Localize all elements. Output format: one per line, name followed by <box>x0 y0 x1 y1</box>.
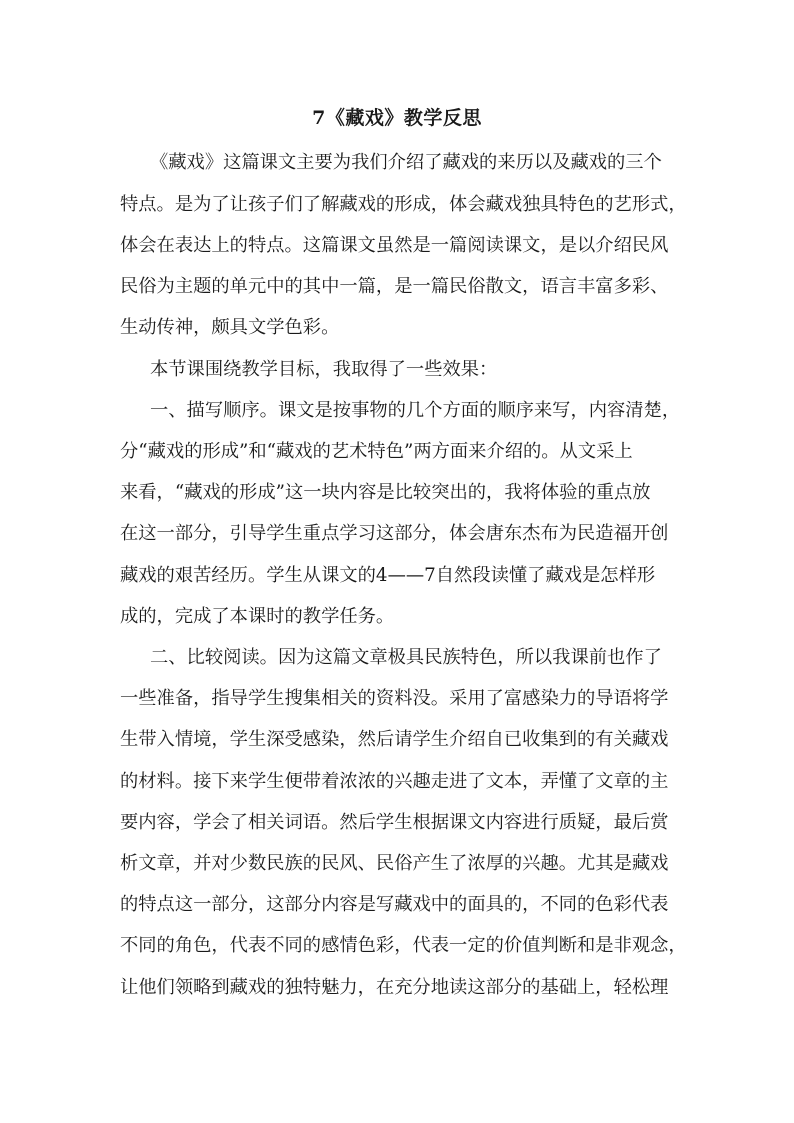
text-line: 在这一部分，引导学生重点学习这部分，体会唐东杰布为民造福开创 <box>120 523 669 544</box>
text-line: 让他们领略到藏戏的独特魅力，在充分地读这部分的基础上，轻松理 <box>120 977 669 998</box>
text-line: 的特点这一部分，这部分内容是写藏戏中的面具的，不同的色彩代表 <box>120 894 669 915</box>
text-line: 生带入情境，学生深受感染，然后请学生介绍自已收集到的有关藏戏 <box>120 729 669 750</box>
text-line: 藏戏的艰苦经历。学生从课文的4——7自然段读懂了藏戏是怎样形 <box>120 565 656 586</box>
text-line: 生动传神，颇具文学色彩。 <box>120 317 340 338</box>
text-line: 《藏戏》这篇课文主要为我们介绍了藏戏的来历以及藏戏的三个 <box>150 152 662 173</box>
text-line: 要内容，学会了相关词语。然后学生根据课文内容进行质疑，最后赏 <box>120 812 669 833</box>
text-line: 一、描写顺序。课文是按事物的几个方面的顺序来写，内容清楚， <box>150 400 681 421</box>
text-line: 的材料。接下来学生便带着浓浓的兴趣走进了文本，弄懂了文章的主 <box>120 771 669 792</box>
text-line: 来看，“藏戏的形成”这一块内容是比较突出的，我将体验的重点放 <box>120 482 651 503</box>
document-title: 7《藏戏》教学反思 <box>312 107 482 129</box>
text-line: 一些准备，指导学生搜集相关的资料没。采用了富感染力的导语将学 <box>120 688 669 709</box>
text-line: 不同的角色，代表不同的感情色彩，代表一定的价值判断和是非观念， <box>120 935 687 956</box>
text-line: 体会在表达上的特点。这篇课文虽然是一篇阅读课文，是以介绍民风 <box>120 235 669 256</box>
text-line: 本节课围绕教学目标，我取得了一些效果： <box>150 359 498 380</box>
text-line: 特点。是为了让孩子们了解藏戏的形成，体会藏戏独具特色的艺形式， <box>120 194 687 215</box>
text-line: 成的，完成了本课时的教学任务。 <box>120 606 395 627</box>
text-line: 析文章，并对少数民族的民风、民俗产生了浓厚的兴趣。尤其是藏戏 <box>120 853 669 874</box>
text-line: 民俗为主题的单元中的其中一篇，是一篇民俗散文，语言丰富多彩、 <box>120 276 669 297</box>
text-line: 二、比较阅读。因为这篇文章极具民族特色，所以我课前也作了 <box>150 647 662 668</box>
text-line: 分“藏戏的形成”和“藏戏的艺术特色”两方面来介绍的。从文采上 <box>120 441 633 462</box>
